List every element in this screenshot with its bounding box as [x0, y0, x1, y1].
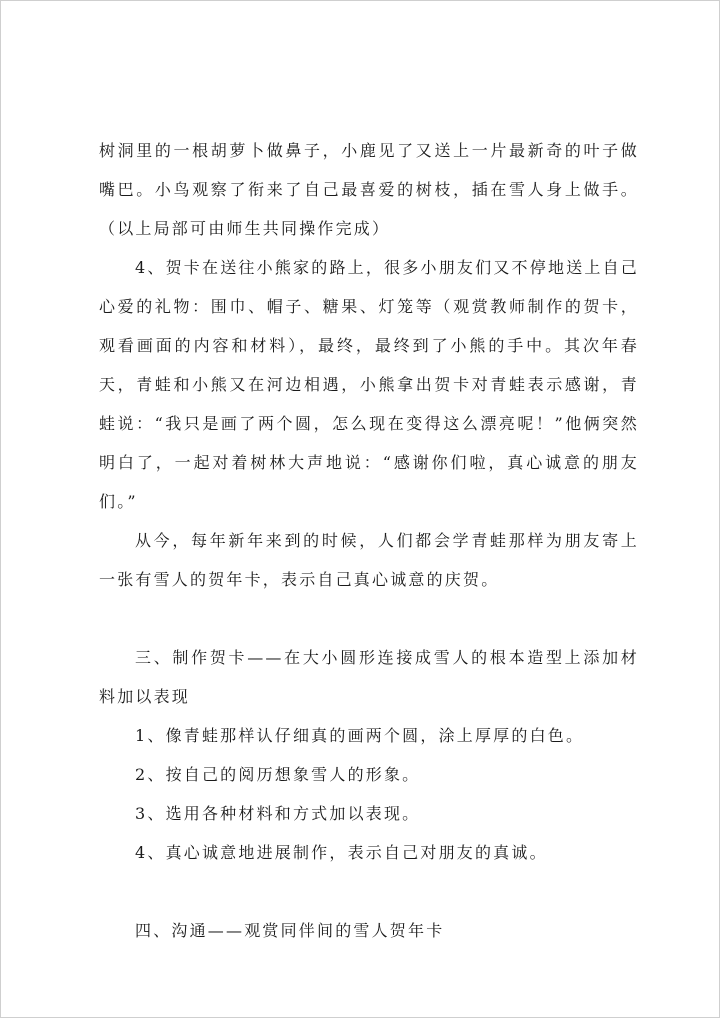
paragraph-step-4-card: 4、贺卡在送往小熊家的路上，很多小朋友们又不停地送上自己心爱的礼物：围巾、帽子、糖果、灯笼等（观赏教师制作的贺卡，观看画面的内容和材料），最终，最终到了小熊的手中。其次年春天，青蛙和小熊又在河边相遇，小熊拿出贺卡对青蛙表示感谢，青蛙说：“我只是画了两个圆，怎么现在变得这么漂亮呢！”他俩突然明白了，一起对着树林大声地说：“感谢你们啦，真心诚意的朋友们。”	[99, 258, 639, 511]
list-item-3: 3、选用各种材料和方式加以表现。	[135, 804, 421, 823]
section-spacer	[99, 599, 639, 638]
section-spacer	[99, 872, 639, 911]
list-item-1: 1、像青蛙那样认仔细真的画两个圆，涂上厚厚的白色。	[135, 726, 585, 745]
section-heading-make-card: 三、制作贺卡——在大小圆形连接成雪人的根本造型上添加材料加以表现	[99, 648, 639, 706]
paragraph-new-year: 从今，每年新年来到的时候，人们都会学青蛙那样为朋友寄上一张有雪人的贺年卡，表示自己真心诚意的庆贺。	[99, 531, 639, 589]
document-body	[99, 131, 639, 950]
list-item-2: 2、按自己的阅历想象雪人的形象。	[135, 765, 421, 784]
paragraph-story-continued: 树洞里的一根胡萝卜做鼻子，小鹿见了又送上一片最新奇的叶子做嘴巴。小鸟观察了衔来了自己最喜爱的树枝，插在雪人身上做手。（以上局部可由师生共同操作完成）	[99, 141, 639, 238]
list-item-4: 4、真心诚意地进展制作，表示自己对朋友的真诚。	[135, 843, 548, 862]
section-heading-communicate: 四、沟通——观赏同伴间的雪人贺年卡	[135, 921, 445, 940]
